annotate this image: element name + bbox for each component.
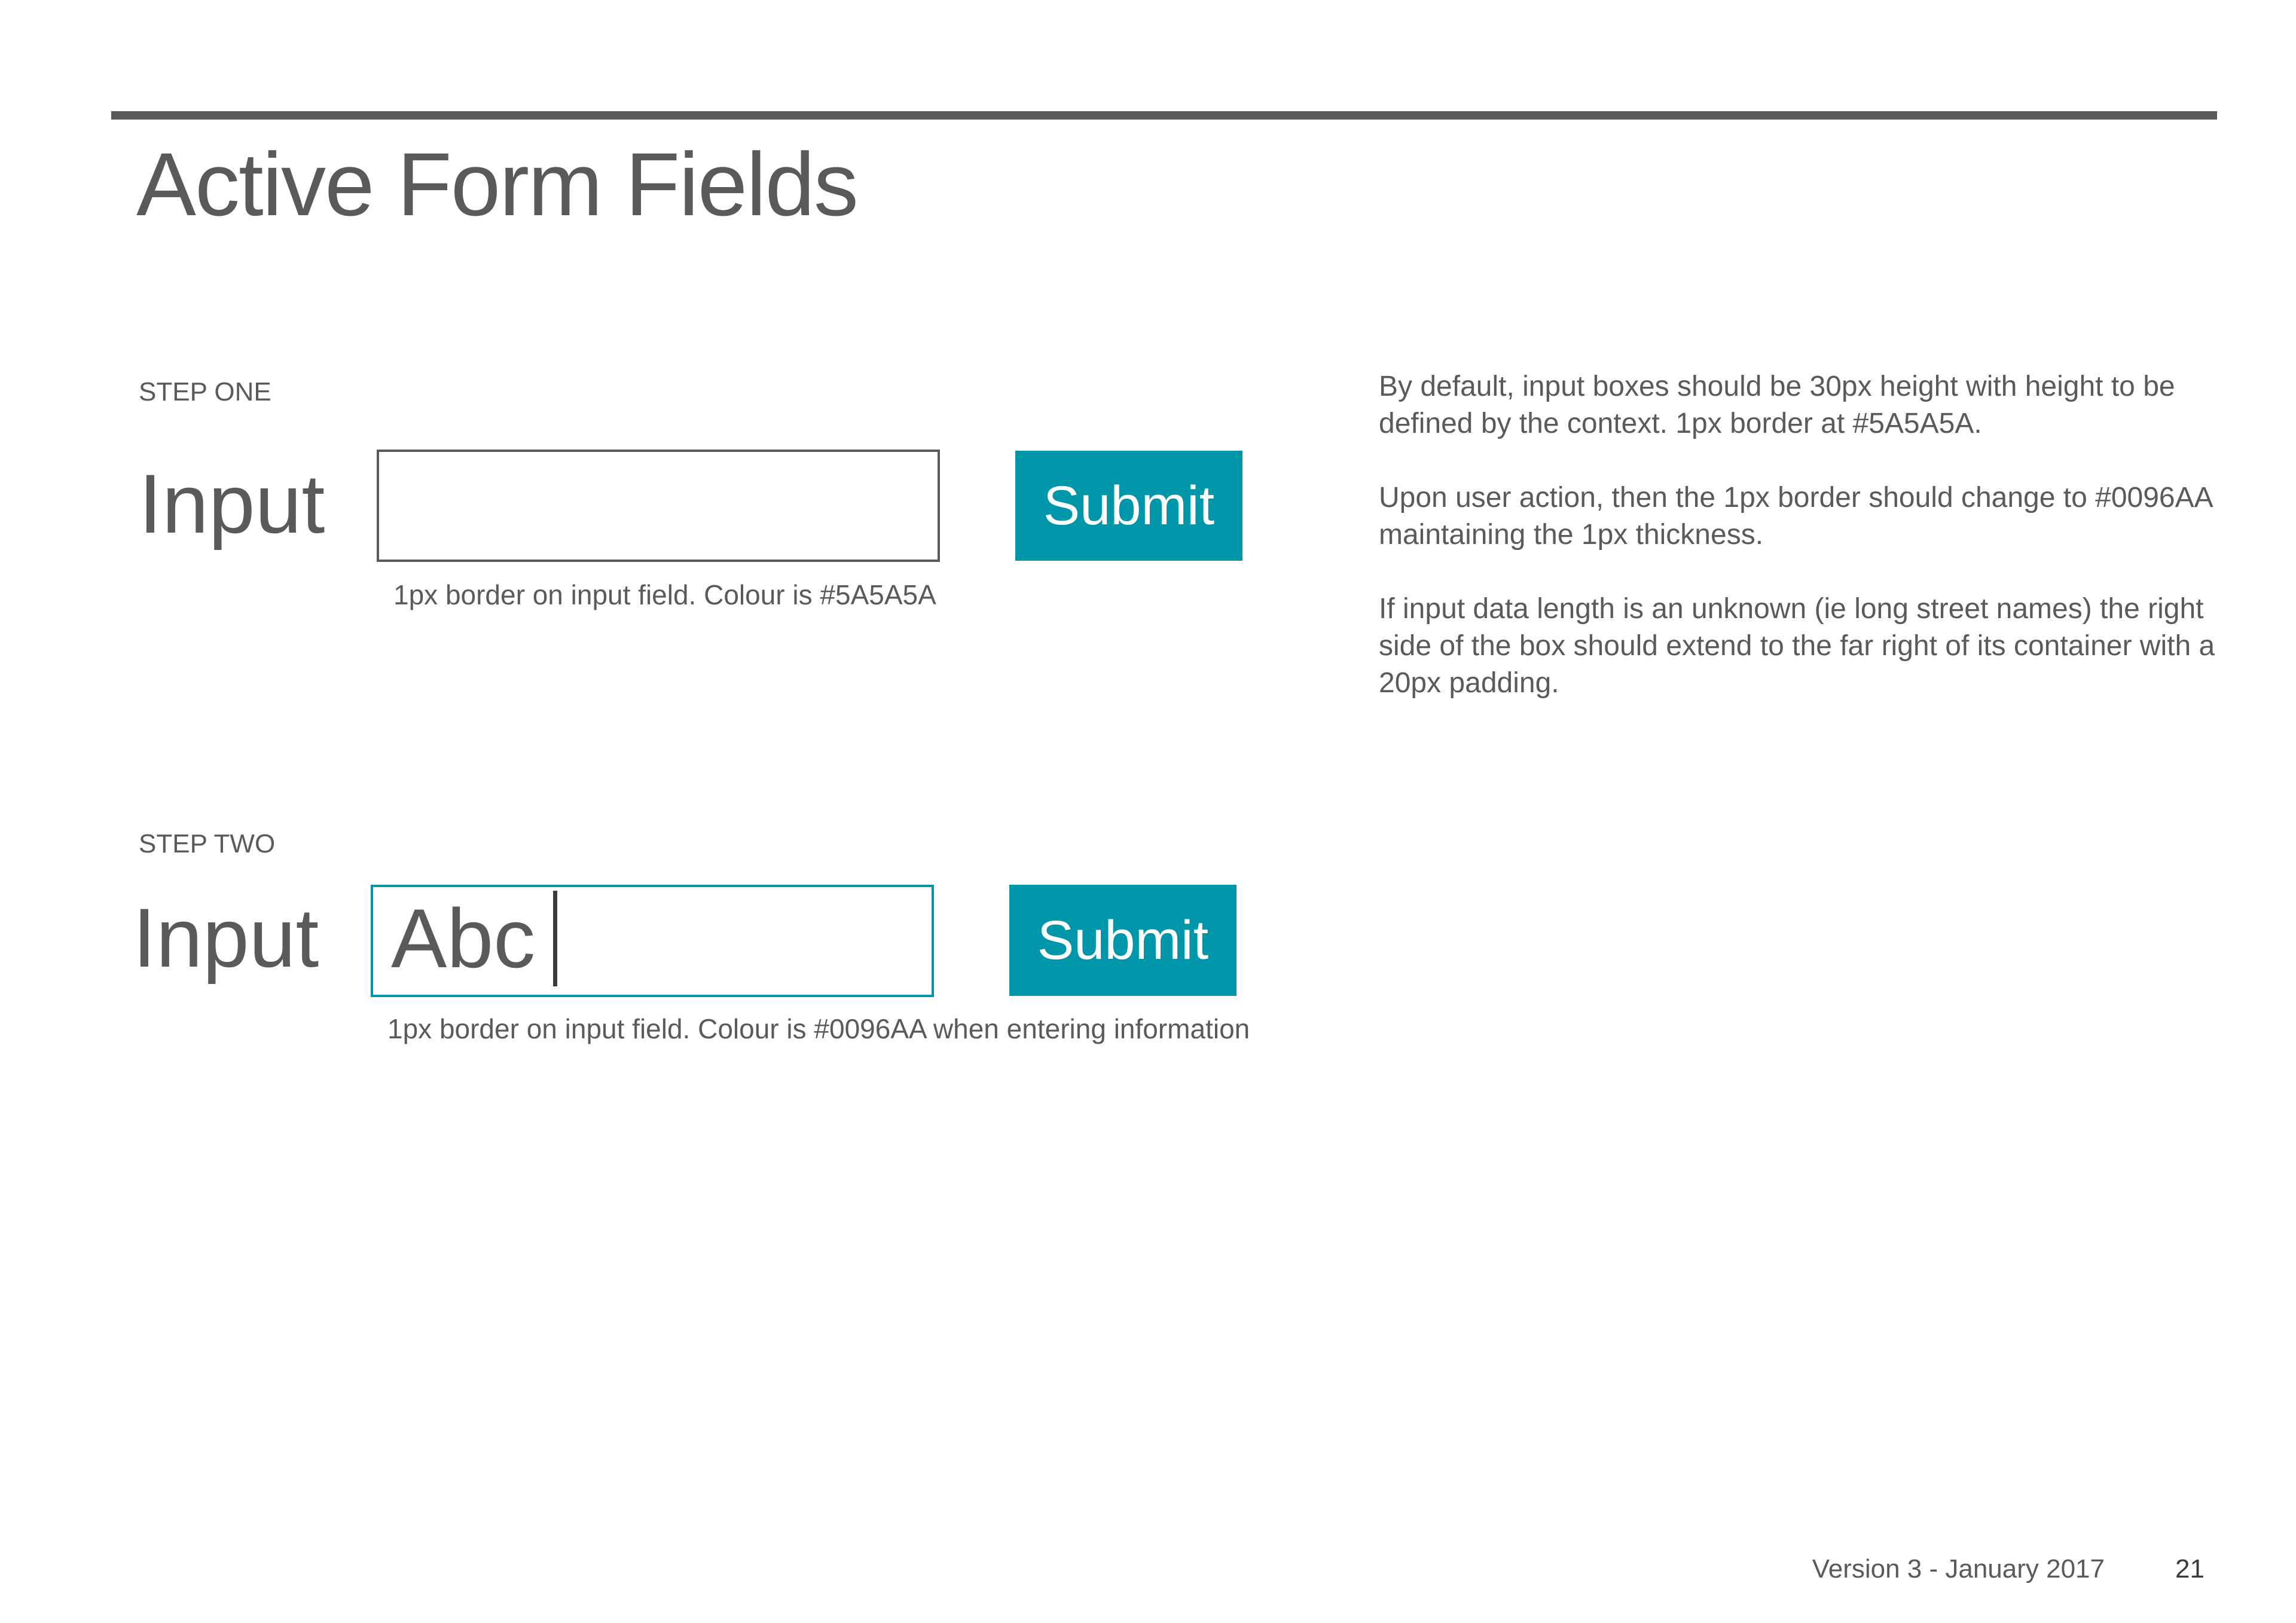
step-one-input-label: Input bbox=[139, 457, 325, 551]
header-rule bbox=[111, 111, 2217, 120]
step-two-input-value: Abc bbox=[391, 891, 536, 985]
step-two-input-label: Input bbox=[133, 891, 319, 985]
guidance-notes bbox=[1379, 368, 2252, 739]
page-number: 21 bbox=[2175, 1554, 2205, 1584]
notes-paragraph-user-action: Upon user action, then the 1px border should change to #0096AA maintaining the 1px thickness. bbox=[1379, 482, 2212, 551]
text-caret bbox=[553, 891, 557, 986]
step-one-caption: 1px border on input field. Colour is #5A5A5A bbox=[393, 579, 936, 610]
notes-paragraph-unknown-length: If input data length is an unknown (ie long street names) the right side of the box should extend to the far right of its container with a 20px padding. bbox=[1379, 593, 2215, 699]
step-two-submit-button[interactable]: Submit bbox=[1009, 885, 1236, 996]
step-two-input-value-wrap bbox=[391, 890, 557, 986]
step-two-input-field[interactable] bbox=[371, 885, 934, 997]
step-one-input-field[interactable] bbox=[377, 450, 940, 562]
notes-paragraph-default: By default, input boxes should be 30px height with height to be defined by the context. 1px border at #5A5A5A. bbox=[1379, 371, 2175, 439]
page-title: Active Form Fields bbox=[136, 134, 857, 234]
step-one-submit-button[interactable]: Submit bbox=[1015, 451, 1242, 561]
step-two-caption: 1px border on input field. Colour is #0096AA when entering information bbox=[387, 1013, 1250, 1044]
step-two-label: STEP TWO bbox=[139, 829, 276, 858]
step-one-label: STEP ONE bbox=[139, 377, 271, 406]
footer-version: Version 3 - January 2017 bbox=[1812, 1554, 2105, 1584]
